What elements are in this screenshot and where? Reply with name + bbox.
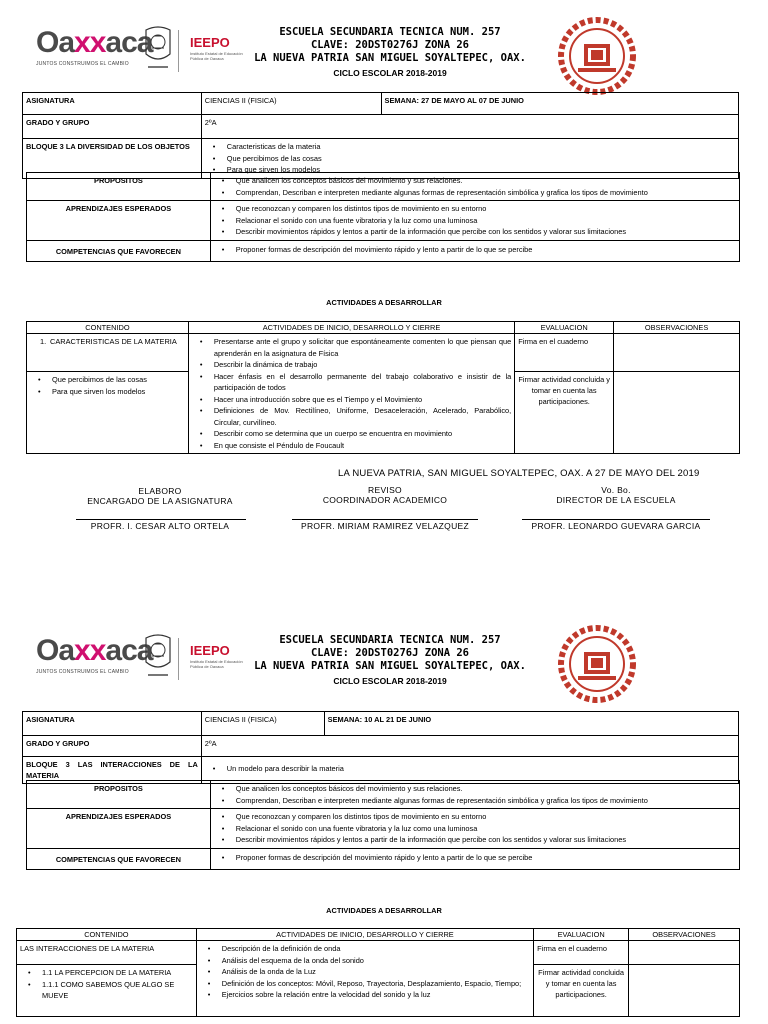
competencias-list: • Proponer formas de descripción del movimiento rápido y lento a partir de lo que se percibe bbox=[210, 848, 739, 870]
actividades-list: • Presentarse ante el grupo y solicitar que espontáneamente comenten lo que piensan que aprenderán en la asignatura de Física • Describir la dinámica de trabajo • Hacer énfasis en el desarrollo permanente del trabajo colaborativo e insistir de la participación de todos • Hacer una introducción sobre que es el Tiempo y el Movimiento • Definiciones de Mov. Rectilíneo, Uniforme, Desaceleración, Acelerado, Parabólico, Circular, curvilíneo. • Describir como se determina que un cuerpo se encuentra en movimiento • En que consiste el Péndulo de Foucault bbox=[188, 334, 514, 454]
col-actividades: ACTIVIDADES DE INICIO, DESARROLLO Y CIERRE bbox=[188, 322, 514, 334]
actividades-list: • Descripción de la definición de onda • Análisis del esquema de la onda del sonido • Análisis de la onda de la Luz • Definición de los conceptos: Móvil, Reposo, Trayectoria, Desplazamiento, Espacio, Tiempo; • Ejercicios sobre la relación entre la velocidad del sonido y la luz bbox=[196, 941, 533, 1017]
actividades-title: ACTIVIDADES A DESARROLLAR bbox=[326, 298, 442, 307]
observaciones-2 bbox=[614, 372, 740, 454]
info-table bbox=[22, 711, 739, 784]
competencias-list: • Proponer formas de descripción del movimiento rápido y lento a partir de lo que se percibe bbox=[210, 240, 739, 262]
signature-reviso: REVISO COORDINADOR ACADEMICO bbox=[322, 485, 448, 505]
goals-table bbox=[26, 172, 740, 262]
school-emblem-icon bbox=[558, 622, 636, 704]
actividades-title: ACTIVIDADES A DESARROLLAR bbox=[326, 906, 442, 915]
contenido-items: • 1.1 LA PERCEPCION DE LA MATERIA • 1.1.1 COMO SABEMOS QUE ALGO SE MUEVE bbox=[17, 965, 197, 1017]
goals-table bbox=[26, 780, 740, 870]
observaciones-1 bbox=[614, 334, 740, 372]
state-seal-icon bbox=[142, 24, 174, 74]
evaluacion-1: Firma en el cuaderno bbox=[534, 941, 629, 965]
col-evaluacion: EVALUACION bbox=[534, 929, 629, 941]
grado-value: 2ºA bbox=[201, 736, 738, 757]
label-aprendizajes: APRENDIZAJES ESPERADOS bbox=[27, 201, 211, 241]
signature-line-1 bbox=[76, 519, 246, 520]
bloque-items: • Caracteristicas de la materia • Que percibimos de las cosas • Para que sirven los modelos bbox=[201, 139, 738, 179]
label-propositos: PROPOSITOS bbox=[27, 173, 211, 201]
aprendizajes-list: • Que reconozcan y comparen los distintos tipos de movimiento en su entorno • Relacionar el sonido con una fuente vibratoria y la luz como una luminosa • Describir movimientos rápidos y lentos a partir de la información que percibe con los sentidos y valorar sus limitaciones bbox=[210, 809, 739, 849]
evaluacion-2: Firmar actividad concluida y tomar en cuenta las participaciones. bbox=[534, 965, 629, 1017]
bloque-title: BLOQUE 3 LAS INTERACCIONES DE LA MATERIA bbox=[23, 757, 202, 784]
semana-value: SEMANA: 10 AL 21 DE JUNIO bbox=[324, 712, 738, 736]
col-evaluacion: EVALUACION bbox=[515, 322, 614, 334]
signature-vobo: Vo. Bo. DIRECTOR DE LA ESCUELA bbox=[556, 485, 676, 505]
label-aprendizajes: APRENDIZAJES ESPERADOS bbox=[27, 809, 211, 849]
signature-line-3 bbox=[522, 519, 710, 520]
school-header: ESCUELA SECUNDARIA TECNICA NUM. 257 CLAVE: 20DST0276J ZONA 26 LA NUEVA PATRIA SAN MIGUEL SOYALTEPEC, OAX. CICLO ESCOLAR 2018-2019 bbox=[254, 26, 526, 78]
activities-table bbox=[16, 928, 740, 1017]
semana-value: SEMANA: 27 DE MAYO AL 07 DE JUNIO bbox=[381, 93, 738, 115]
school-header: ESCUELA SECUNDARIA TECNICA NUM. 257 CLAVE: 20DST0276J ZONA 26 LA NUEVA PATRIA SAN MIGUEL SOYALTEPEC, OAX. CICLO ESCOLAR 2018-2019 bbox=[254, 634, 526, 686]
date-line: LA NUEVA PATRIA, SAN MIGUEL SOYALTEPEC, OAX. A 27 DE MAYO DEL 2019 bbox=[338, 468, 700, 479]
oaxaca-logo: Oaxxaca JUNTOS CONSTRUIMOS EL CAMBIO bbox=[36, 26, 153, 67]
info-table bbox=[22, 92, 739, 179]
label-competencias: COMPETENCIAS QUE FAVORECEN bbox=[27, 848, 211, 870]
ieepo-logo: IEEPO Instituto Estatal de Educación Pública de Oaxaca bbox=[190, 643, 243, 669]
ieepo-logo: IEEPO Instituto Estatal de Educación Pública de Oaxaca bbox=[190, 35, 243, 61]
name-3: PROFR. LEONARDO GUEVARA GARCIA bbox=[531, 521, 701, 531]
evaluacion-1: Firma en el cuaderno bbox=[515, 334, 614, 372]
bloque-title: BLOQUE 3 LA DIVERSIDAD DE LOS OBJETOS bbox=[23, 139, 202, 179]
propositos-list: • Que analicen los conceptos básicos del movimiento y sus relaciones. • Comprendan, Describan e interpreten mediante algunas formas de representación simbólica y grafica los tipos de movimiento bbox=[210, 781, 739, 809]
evaluacion-2: Firmar actividad concluida y tomar en cuenta las participaciones. bbox=[515, 372, 614, 454]
asignatura-value: CIENCIAS II (FISICA) bbox=[201, 712, 324, 736]
grado-value: 2ºA bbox=[201, 115, 738, 139]
observaciones-2 bbox=[629, 965, 740, 1017]
bloque-items: • Un modelo para describir la materia bbox=[201, 757, 738, 784]
propositos-list: • Que analicen los conceptos básicos del movimiento y sus relaciones. • Comprendan, Describan e interpreten mediante algunas formas de representación simbólica y grafica los tipos de movimiento bbox=[210, 173, 739, 201]
col-contenido: CONTENIDO bbox=[27, 322, 189, 334]
col-observaciones: OBSERVACIONES bbox=[614, 322, 740, 334]
name-1: PROFR. I. CESAR ALTO ORTELA bbox=[90, 521, 230, 531]
col-actividades: ACTIVIDADES DE INICIO, DESARROLLO Y CIERRE bbox=[196, 929, 533, 941]
label-grado: GRADO Y GRUPO bbox=[23, 115, 202, 139]
asignatura-value: CIENCIAS II (FISICA) bbox=[201, 93, 381, 115]
observaciones-1 bbox=[629, 941, 740, 965]
label-asignatura: ASIGNATURA bbox=[23, 712, 202, 736]
contenido-items: • Que percibimos de las cosas • Para que sirven los modelos bbox=[27, 372, 189, 454]
activities-table bbox=[26, 321, 740, 454]
col-observaciones: OBSERVACIONES bbox=[629, 929, 740, 941]
contenido-main: LAS INTERACCIONES DE LA MATERIA bbox=[17, 941, 197, 965]
label-competencias: COMPETENCIAS QUE FAVORECEN bbox=[27, 240, 211, 262]
label-asignatura: ASIGNATURA bbox=[23, 93, 202, 115]
aprendizajes-list: • Que reconozcan y comparen los distintos tipos de movimiento en su entorno • Relacionar el sonido con una fuente vibratoria y la luz como una luminosa • Describir movimientos rápidos y lentos a partir de la información que percibe con los sentidos y valorar sus limitaciones bbox=[210, 201, 739, 241]
contenido-main: 1. CARACTERISTICAS DE LA MATERIA bbox=[27, 334, 189, 372]
school-emblem-icon bbox=[558, 14, 636, 96]
name-2: PROFR. MIRIAM RAMIREZ VELAZQUEZ bbox=[301, 521, 469, 531]
logo-divider bbox=[178, 30, 179, 72]
logo-divider bbox=[178, 638, 179, 680]
oaxaca-logo: Oaxxaca JUNTOS CONSTRUIMOS EL CAMBIO bbox=[36, 634, 153, 675]
label-grado: GRADO Y GRUPO bbox=[23, 736, 202, 757]
signature-line-2 bbox=[292, 519, 478, 520]
signature-elaboro: ELABORO ENCARGADO DE LA ASIGNATURA bbox=[87, 486, 233, 506]
col-contenido: CONTENIDO bbox=[17, 929, 197, 941]
label-propositos: PROPOSITOS bbox=[27, 781, 211, 809]
state-seal-icon bbox=[142, 632, 174, 682]
